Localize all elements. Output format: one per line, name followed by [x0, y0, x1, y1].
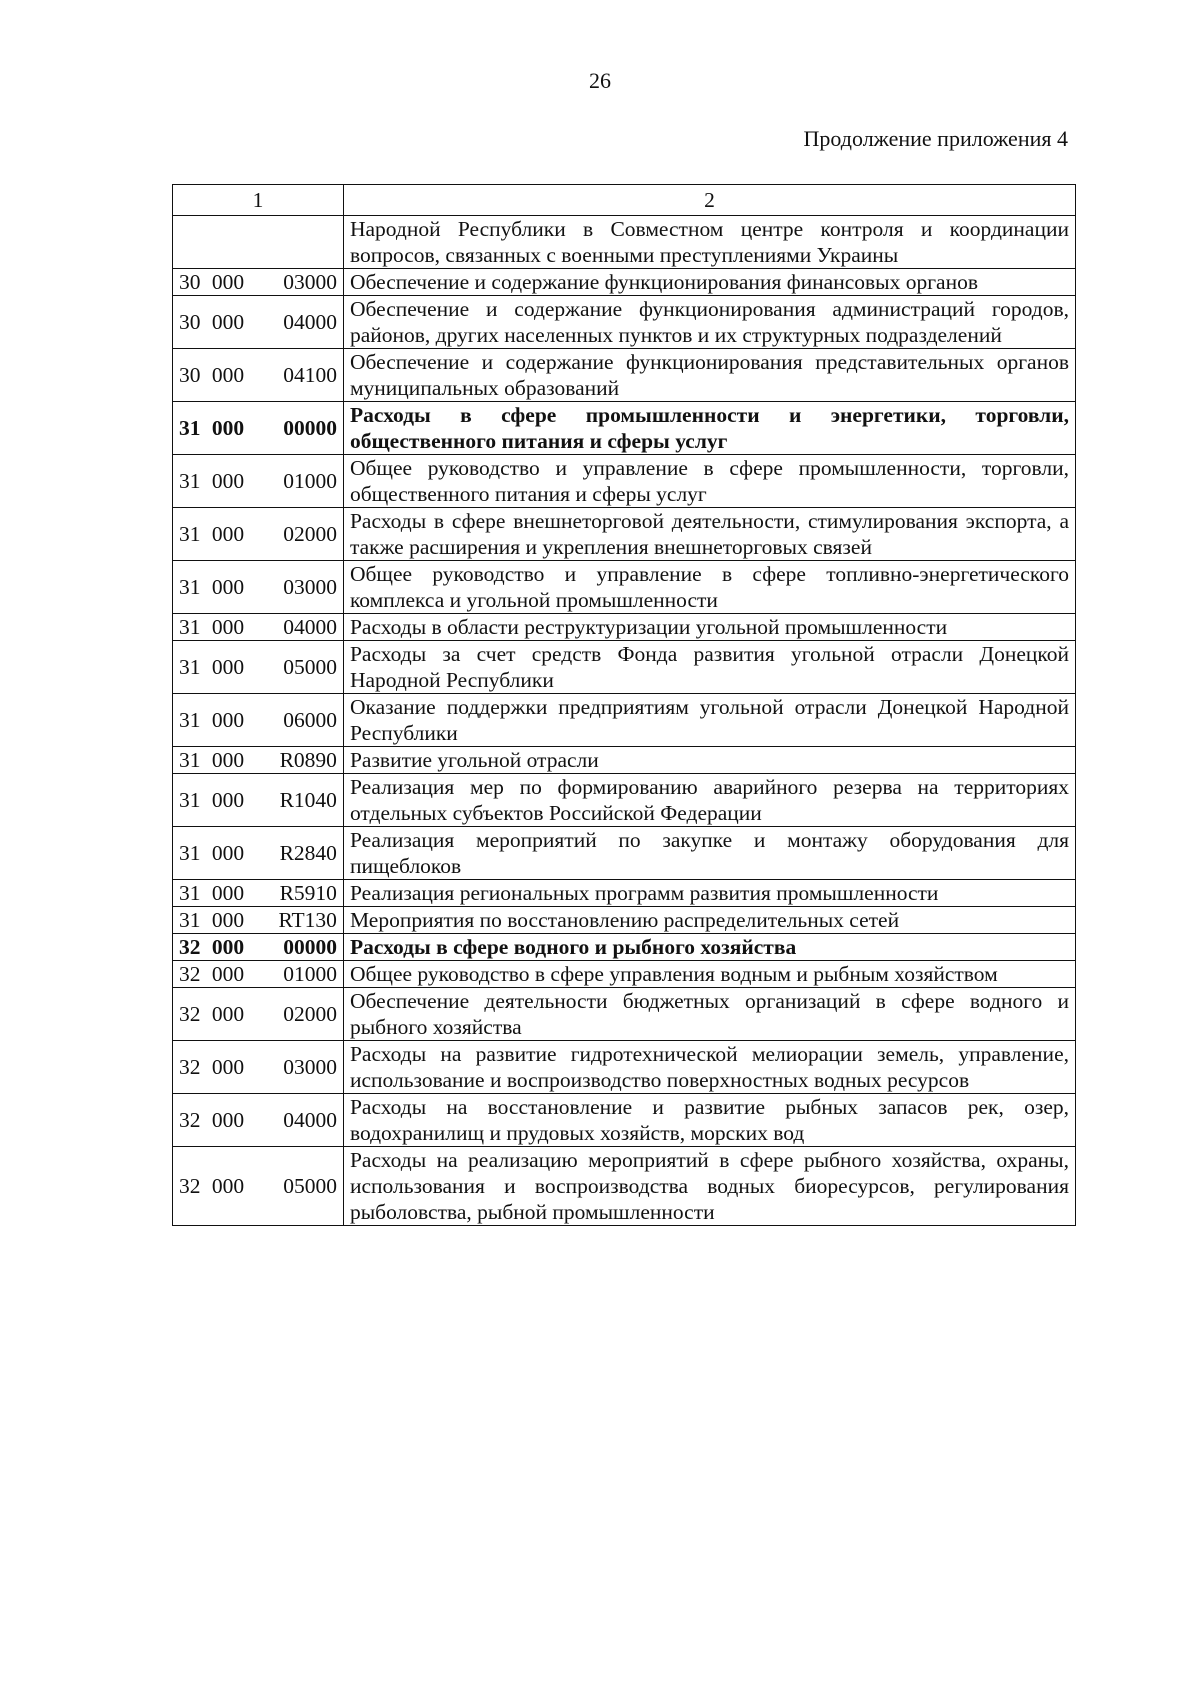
code-prefix: 31 000	[179, 748, 245, 772]
description-cell: Развитие угольной отрасли	[343, 747, 1075, 774]
table-row	[173, 961, 1076, 988]
table-row	[173, 508, 1076, 561]
page-number: 26	[589, 68, 611, 93]
description-cell: Реализация мер по формированию аварийного резерва на территориях отдельных субъектов Российской Федерации	[343, 774, 1075, 827]
code-prefix: 32 000	[179, 1055, 245, 1079]
code-cell	[173, 349, 344, 402]
description-cell: Реализация мероприятий по закупке и монтажу оборудования для пищеблоков	[343, 827, 1075, 880]
code-suffix: 00000	[283, 935, 337, 959]
description-cell: Общее руководство и управление в сфере промышленности, торговли, общественного питания и сферы услуг	[343, 455, 1075, 508]
code-cell	[173, 1147, 344, 1226]
description-cell: Расходы на восстановление и развитие рыбных запасов рек, озер, водохранилищ и прудовых хозяйств, морских вод	[343, 1094, 1075, 1147]
code-prefix: 32 000	[179, 935, 245, 959]
description-cell: Обеспечение деятельности бюджетных организаций в сфере водного и рыбного хозяйства	[343, 988, 1075, 1041]
code-suffix: 04100	[283, 363, 337, 387]
code-cell	[173, 269, 344, 296]
code-cell	[173, 907, 344, 934]
code-prefix: 32 000	[179, 1174, 245, 1198]
code-prefix: 31 000	[179, 708, 245, 732]
code-cell	[173, 455, 344, 508]
description-cell: Расходы за счет средств Фонда развития угольной отрасли Донецкой Народной Республики	[343, 641, 1075, 694]
description-cell: Расходы в области реструктуризации угольной промышленности	[343, 614, 1075, 641]
code-prefix: 31 000	[179, 522, 245, 546]
code-cell	[173, 561, 344, 614]
table-row	[173, 1147, 1076, 1226]
code-suffix: R2840	[279, 841, 337, 865]
table-row	[173, 827, 1076, 880]
code-suffix: 06000	[283, 708, 337, 732]
code-cell	[173, 1041, 344, 1094]
description-cell: Обеспечение и содержание функционирования финансовых органов	[343, 269, 1075, 296]
table-row	[173, 934, 1076, 961]
code-suffix: R5910	[279, 881, 337, 905]
description-cell: Расходы на развитие гидротехнической мелиорации земель, управление, использование и воспроизводство поверхностных водных ресурсов	[343, 1041, 1075, 1094]
code-prefix: 31 000	[179, 881, 245, 905]
description-cell: Расходы в сфере промышленности и энергетики, торговли, общественного питания и сферы услуг	[343, 402, 1075, 455]
description-cell: Расходы в сфере внешнеторговой деятельности, стимулирования экспорта, а также расширения и укрепления внешнеторговых связей	[343, 508, 1075, 561]
column-header-1: 1	[173, 185, 344, 216]
continuation-label: Продолжение приложения 4	[803, 126, 1068, 151]
code-cell	[173, 296, 344, 349]
description-cell: Реализация региональных программ развития промышленности	[343, 880, 1075, 907]
table-row	[173, 694, 1076, 747]
code-prefix: 31 000	[179, 788, 245, 812]
description-cell: Расходы в сфере водного и рыбного хозяйства	[343, 934, 1075, 961]
table-row	[173, 561, 1076, 614]
code-suffix: R0890	[279, 748, 337, 772]
code-prefix: 31 000	[179, 416, 245, 440]
table-row	[173, 988, 1076, 1041]
table-row	[173, 614, 1076, 641]
description-cell: Обеспечение и содержание функционирования администраций городов, районов, других населенных пунктов и их структурных подразделений	[343, 296, 1075, 349]
code-cell	[173, 641, 344, 694]
code-prefix: 31 000	[179, 469, 245, 493]
code-suffix: 04000	[283, 310, 337, 334]
code-cell	[173, 988, 344, 1041]
code-cell	[173, 880, 344, 907]
code-suffix: 05000	[283, 655, 337, 679]
code-cell	[173, 934, 344, 961]
code-cell	[173, 747, 344, 774]
table-row	[173, 216, 1076, 269]
table-row	[173, 349, 1076, 402]
code-prefix: 30 000	[179, 363, 245, 387]
table-body	[173, 216, 1076, 1226]
code-suffix: R1040	[279, 788, 337, 812]
code-cell	[173, 827, 344, 880]
code-prefix: 30 000	[179, 270, 245, 294]
table-row	[173, 774, 1076, 827]
code-cell	[173, 694, 344, 747]
description-cell: Общее руководство в сфере управления водным и рыбным хозяйством	[343, 961, 1075, 988]
description-cell: Расходы на реализацию мероприятий в сфере рыбного хозяйства, охраны, использования и воспроизводства водных биоресурсов, регулирования рыболовства, рыбной промышленности	[343, 1147, 1075, 1226]
table-row	[173, 907, 1076, 934]
description-cell: Народной Республики в Совместном центре контроля и координации вопросов, связанных с военными преступлениями Украины	[343, 216, 1075, 269]
code-cell	[173, 614, 344, 641]
code-cell	[173, 402, 344, 455]
code-suffix: 00000	[283, 416, 337, 440]
table-row	[173, 747, 1076, 774]
code-cell	[173, 216, 344, 269]
code-prefix: 32 000	[179, 962, 245, 986]
code-suffix: 03000	[283, 575, 337, 599]
code-cell	[173, 508, 344, 561]
code-suffix: 01000	[283, 962, 337, 986]
code-suffix: 02000	[283, 1002, 337, 1026]
description-cell: Обеспечение и содержание функционирования представительных органов муниципальных образований	[343, 349, 1075, 402]
table-header-row	[173, 185, 1076, 216]
code-prefix: 30 000	[179, 310, 245, 334]
table-row	[173, 880, 1076, 907]
table-row	[173, 455, 1076, 508]
code-prefix: 31 000	[179, 615, 245, 639]
code-suffix: 04000	[283, 615, 337, 639]
description-cell: Общее руководство и управление в сфере топливно-энергетического комплекса и угольной промышленности	[343, 561, 1075, 614]
code-prefix: 32 000	[179, 1002, 245, 1026]
table-row	[173, 296, 1076, 349]
code-cell	[173, 961, 344, 988]
table-row	[173, 641, 1076, 694]
description-cell: Оказание поддержки предприятиям угольной отрасли Донецкой Народной Республики	[343, 694, 1075, 747]
code-suffix: 04000	[283, 1108, 337, 1132]
table-row	[173, 269, 1076, 296]
code-prefix: 31 000	[179, 655, 245, 679]
code-prefix: 31 000	[179, 908, 245, 932]
table-row	[173, 1041, 1076, 1094]
code-suffix: 01000	[283, 469, 337, 493]
code-prefix: 32 000	[179, 1108, 245, 1132]
code-prefix: 31 000	[179, 841, 245, 865]
description-cell: Мероприятия по восстановлению распределительных сетей	[343, 907, 1075, 934]
expense-codes-table	[172, 184, 1076, 1226]
code-suffix: RT130	[278, 908, 337, 932]
code-cell	[173, 1094, 344, 1147]
code-suffix: 03000	[283, 270, 337, 294]
code-prefix: 31 000	[179, 575, 245, 599]
code-suffix: 03000	[283, 1055, 337, 1079]
code-suffix: 02000	[283, 522, 337, 546]
table-row	[173, 1094, 1076, 1147]
code-suffix: 05000	[283, 1174, 337, 1198]
table-row	[173, 402, 1076, 455]
code-cell	[173, 774, 344, 827]
column-header-2: 2	[343, 185, 1075, 216]
